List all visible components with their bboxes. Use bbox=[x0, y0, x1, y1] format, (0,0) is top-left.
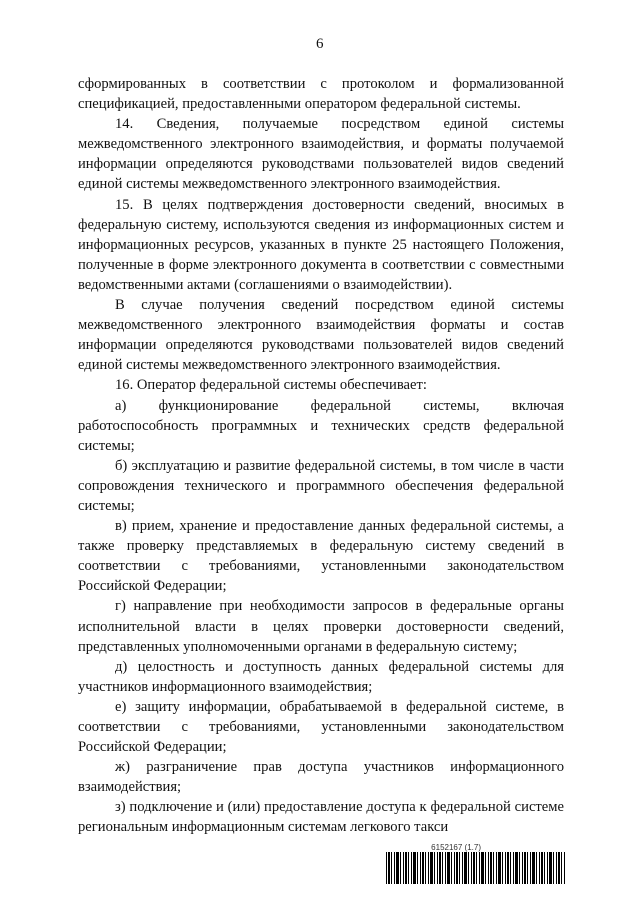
list-item-v: в) прием, хранение и предоставление данных федеральной системы, а также проверку представляемых в федеральную систему сведений в соответствии с требованиями, установленными законодательством Российской Федерации; bbox=[78, 518, 564, 595]
list-item-zh: ж) разграничение прав доступа участников информационного взаимодействия; bbox=[78, 759, 564, 796]
paragraph-14: 14. Сведения, получаемые посредством единой системы межведомственного электронного взаимодействия, и форматы получаемой информации определяются руководствами пользователей видов сведений единой системы межведомственного электронного взаимодействия. bbox=[78, 116, 564, 193]
list-item-a: а) функционирование федеральной системы, включая работоспособность программных и технических средств федеральной системы; bbox=[78, 397, 564, 454]
list-item-g: г) направление при необходимости запросов в федеральные органы исполнительной власти в целях проверки достоверности сведений, представленных уполномоченными органами в федеральную систему; bbox=[78, 598, 564, 655]
list-item-b: б) эксплуатацию и развитие федеральной системы, в том числе в части сопровождения технического и программного обеспечения федеральной системы; bbox=[78, 457, 564, 514]
list-item-z: з) подключение и (или) предоставление доступа к федеральной системе региональным информационным системам легкового такси bbox=[78, 799, 564, 836]
paragraph-15: 15. В целях подтверждения достоверности сведений, вносимых в федеральную систему, используются сведения из информационных систем и информационных ресурсов, указанных в пункте 25 настоящего Положения, полученные в форме электронного документа в соответствии с совместными ведомственными актами (соглашениями о взаимодействии). bbox=[78, 196, 564, 293]
paragraph-15-part-2: В случае получения сведений посредством единой системы межведомственного электронного взаимодействия форматы и состав информации определяются руководствами пользователей видов сведений единой системы межведомственного электронного взаимодействия. bbox=[78, 297, 564, 374]
document-body bbox=[78, 74, 564, 838]
page-number: 6 bbox=[316, 36, 324, 52]
barcode-bars bbox=[386, 852, 566, 884]
list-item-e: е) защиту информации, обрабатываемой в федеральной системе, в соответствии с требованиями, установленными законодательством Российской Федерации; bbox=[78, 698, 564, 756]
barcode bbox=[386, 843, 566, 885]
paragraph-16: 16. Оператор федеральной системы обеспечивает: bbox=[115, 377, 427, 394]
paragraph-continuation: сформированных в соответствии с протоколом и формализованной спецификацией, предоставленными оператором федеральной системы. bbox=[78, 76, 564, 113]
barcode-number: 6152167 (1.7) bbox=[431, 843, 481, 852]
list-item-d: д) целостность и доступность данных федеральной системы для участников информационного взаимодействия; bbox=[78, 658, 564, 695]
